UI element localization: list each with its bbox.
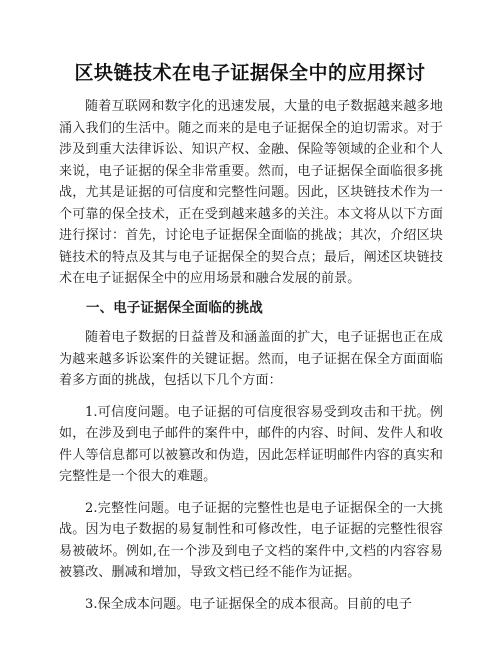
point-3-paragraph: 3.保全成本问题。电子证据保全的成本很高。目前的电子 bbox=[85, 596, 413, 612]
point-1-paragraph: 1.可信度问题。电子证据的可信度很容易受到攻击和干扰。例如，在涉及到电子邮件的案件中，邮件的内容、时间、发件人和收件人等信息都可以被篡改和伪造，因此怎样证明邮件内容的真实和完整性是一个很大的难题。 bbox=[59, 404, 443, 484]
intro-paragraph: 随着互联网和数字化的迅速发展，大量的电子数据越来越多地涌入我们的生活中。随之而来的是电子证据保全的迫切需求。对于涉及到重大法律诉讼、知识产权、金融、保险等领域的企业和个人来说，电子证据的保全非常重要。然而，电子证据保全面临很多挑战，尤其是证据的可信度和完整性问题。因此，区块链技术作为一个可靠的保全技术，正在受到越来越多的关注。本文将从以下方面进行探讨：首先，讨论电子证据保全面临的挑战；其次，介绍区块链技术的特点及其与电子证据保全的契合点；最后，阐述区块链技术在电子证据保全中的应用场景和融合发展的前景。 bbox=[59, 99, 443, 286]
document-body bbox=[59, 96, 443, 615]
section-intro-paragraph: 随着电子数据的日益普及和涵盖面的扩大，电子证据也正在成为越来越多诉讼案件的关键证据。然而，电子证据在保全方面面临着多方面的挑战，包括以下几个方面： bbox=[59, 330, 443, 388]
document-title: 区块链技术在电子证据保全中的应用探讨 bbox=[74, 62, 426, 84]
point-2-paragraph: 2.完整性问题。电子证据的完整性也是电子证据保全的一大挑战。因为电子数据的易复制性和可修改性，电子证据的完整性很容易被破坏。例如,在一个涉及到电子文档的案件中,文档的内容容易被篡改、删减和增加，导致文档已经不能作为证据。 bbox=[59, 500, 443, 580]
section-heading: 一、电子证据保全面临的挑战 bbox=[86, 299, 263, 316]
